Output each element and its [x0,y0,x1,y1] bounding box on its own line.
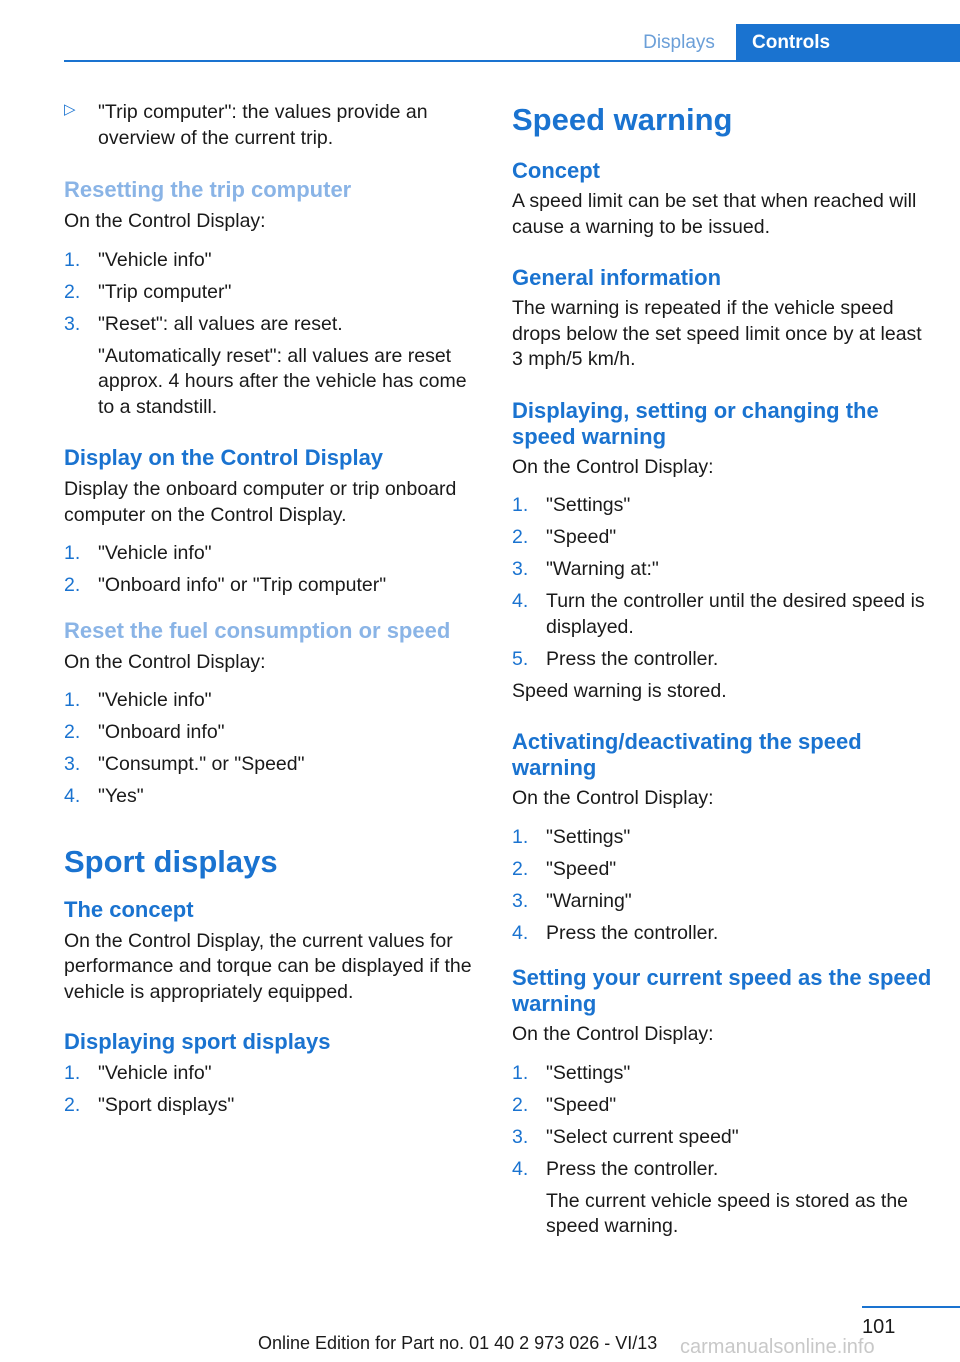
reset-trip-heading: Resetting the trip computer [64,177,352,202]
list-item: 2. "Onboard info" or "Trip computer" [64,574,387,596]
reset-trip-intro: On the Control Display: [64,210,266,232]
left-column [64,100,480,1125]
bullet-text: "Trip computer": the values provide an overview of the current trip. [98,101,428,149]
page-header [0,0,960,62]
display-intro: Display the onboard computer or trip onboard computer on the Control Display. [64,478,457,526]
displaying-sport-heading: Displaying sport displays [64,1029,331,1054]
reset-trip-note: "Automatically reset": all values are reset approx. 4 hours after the vehicle has come to a standstill. [98,344,467,418]
footer-divider [862,1306,960,1308]
display-list [64,541,480,599]
displaying-sport-list [64,1061,480,1119]
list-item: 3. "Select current speed" [512,1125,739,1148]
list-item: 3. "Warning at:" [512,558,659,580]
list-item: 3. "Reset": all values are reset. [64,312,343,335]
list-item: 3. "Warning" [512,889,632,912]
list-item: 3. "Consumpt." or "Speed" [64,753,305,775]
list-item: 2. "Speed" [512,1093,617,1116]
list-item: 2. "Trip computer" [64,280,232,303]
right-column [512,100,932,1240]
tab-controls[interactable]: Controls [736,24,960,62]
display-heading: Display on the Control Display [64,445,384,470]
speed-warning-title: Speed warning [512,102,733,137]
current-speed-intro: On the Control Display: [512,1023,714,1045]
reset-trip-list [64,248,480,338]
general-info-heading: General information [512,265,722,290]
activating-list [512,825,932,947]
sport-displays-title: Sport displays [64,843,278,879]
setting-intro: On the Control Display: [512,455,714,478]
list-item: 1. "Vehicle info" [64,542,212,564]
reset-fuel-heading: Reset the fuel consumption or speed [64,617,451,643]
activating-intro: On the Control Display: [512,787,714,809]
general-info-text: The warning is repeated if the vehicle speed drops below the set speed limit once by at least 3 mph/5 km/h. [512,297,922,370]
triangle-bullet-icon: ▷ [64,101,76,118]
list-item: 5. Press the controller. [512,647,719,670]
concept-text: A speed limit can be set that when reached will cause a warning to be issued. [512,190,917,238]
list-item: 2. "Speed" [512,526,617,548]
list-item: 1. "Vehicle info" [64,248,212,271]
reset-fuel-list [64,688,480,810]
setting-heading: Displaying, setting or changing the speed warning [512,397,879,449]
concept-heading: Concept [512,158,600,183]
current-speed-heading: Setting your current speed as the speed warning [512,965,932,1016]
trip-computer-bullet [64,100,480,151]
header-divider [64,60,960,62]
current-speed-list [512,1061,932,1183]
watermark: carmanualsonline.info [680,1336,875,1358]
list-item: 4. "Yes" [64,785,144,807]
current-speed-note: The current vehicle speed is stored as the speed warning. [546,1189,909,1237]
edition-text: Online Edition for Part no. 01 40 2 973 026 - VI/13 [258,1333,658,1353]
list-item: 4. Turn the controller until the desired speed is displayed. [512,590,925,638]
setting-list [512,493,932,672]
list-item: 2. "Sport displays" [64,1094,235,1116]
list-item: 1. "Vehicle info" [64,1062,212,1084]
tab-displays[interactable]: Displays [643,32,715,53]
list-item: 2. "Onboard info" [64,721,225,743]
list-item: 4. Press the controller. [512,1157,719,1180]
list-item: 1. "Settings" [512,494,631,516]
setting-result: Speed warning is stored. [512,679,727,702]
list-item: 1. "Settings" [512,1061,631,1084]
list-item: 2. "Speed" [512,857,617,880]
concept-text: On the Control Display, the current values for performance and torque can be displayed if the vehicle is appropriately equipped. [64,929,472,1003]
reset-fuel-intro: On the Control Display: [64,650,266,673]
list-item: 1. "Vehicle info" [64,689,212,711]
concept-heading: The concept [64,896,194,922]
list-item: 4. Press the controller. [512,921,719,944]
page-number: 101 [862,1316,896,1338]
list-item: 1. "Settings" [512,825,631,848]
activating-heading: Activating/deactivating the speed warning [512,729,862,780]
